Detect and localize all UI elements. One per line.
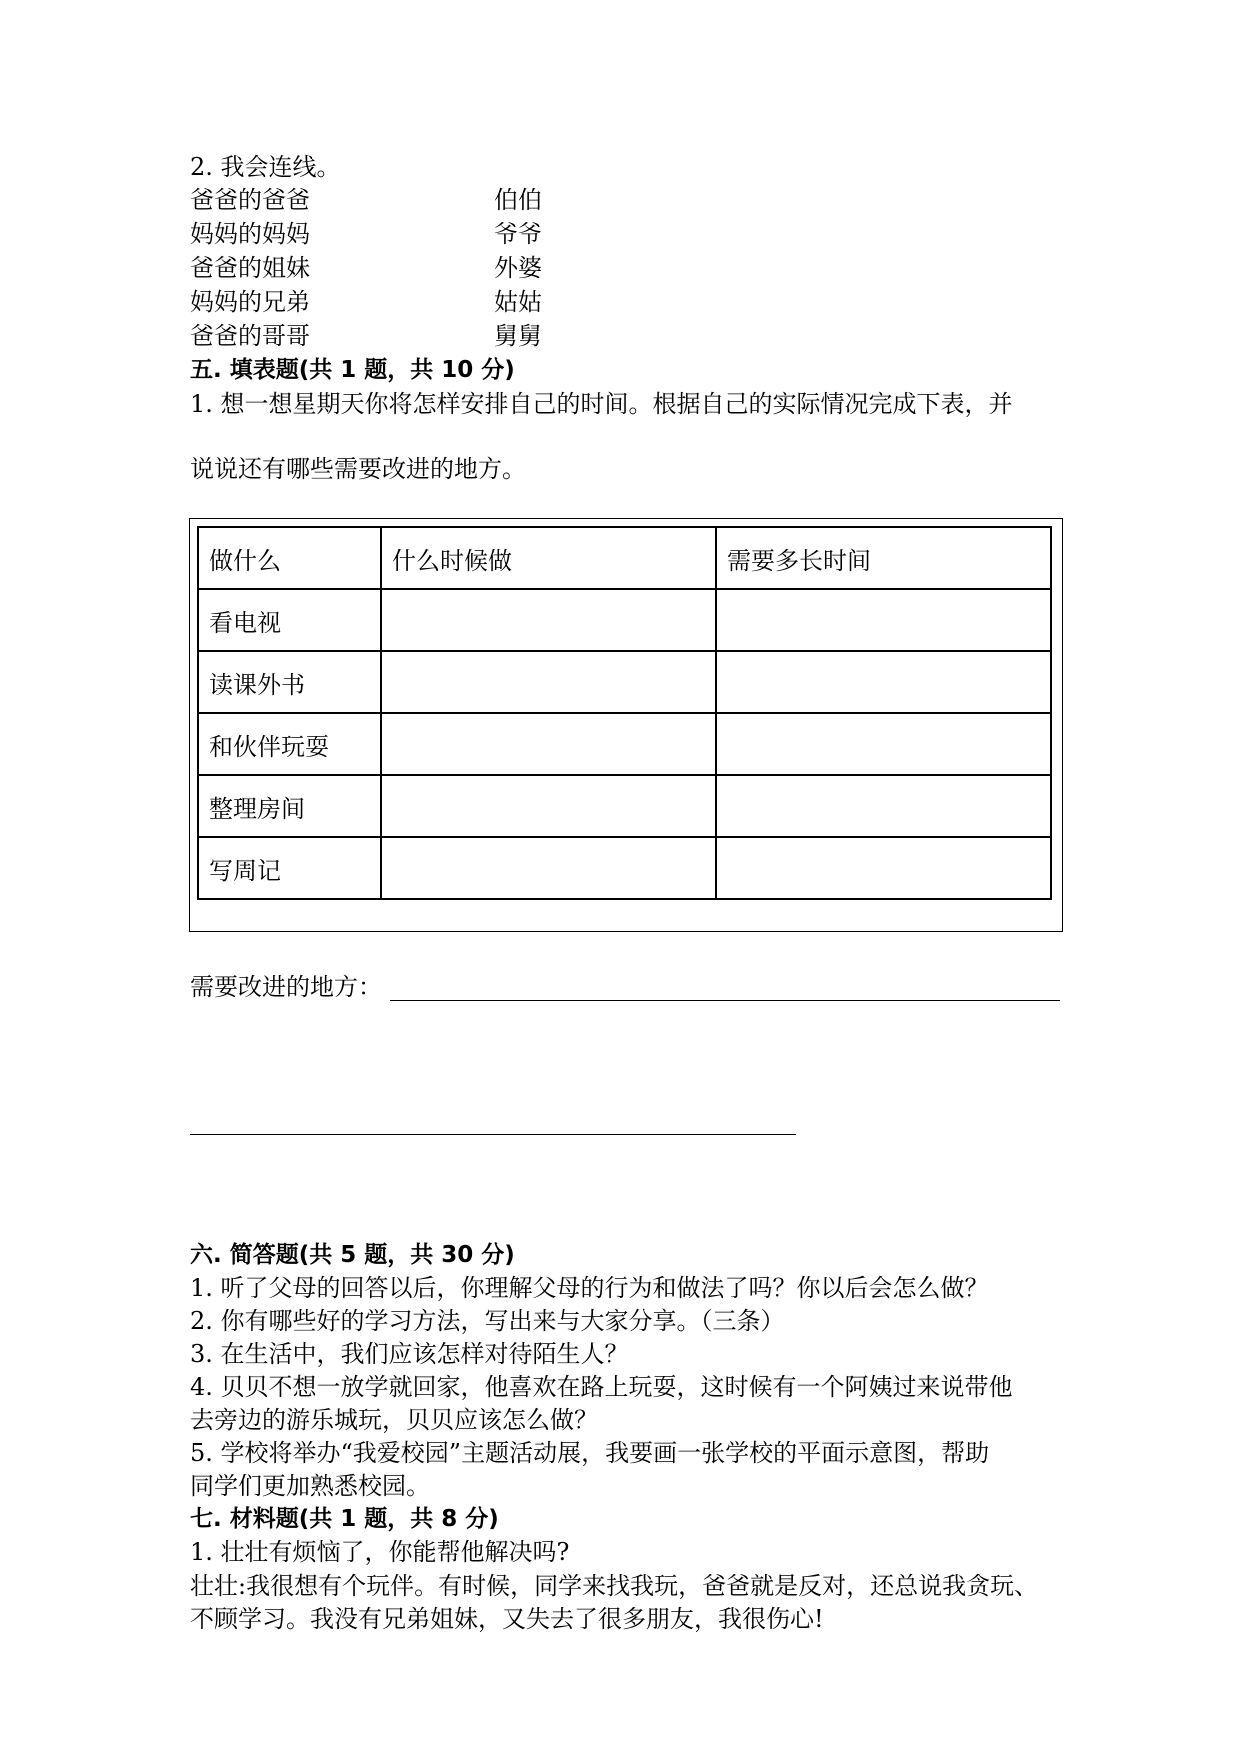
section-title: 五. 填表题(共 1 题，共 10 分) — [190, 357, 515, 383]
schedule-table-frame — [189, 518, 1063, 932]
match-left-item: 爸爸的哥哥 — [190, 322, 310, 350]
section-title: 七. 材料题(共 1 题，共 8 分) — [190, 1506, 499, 1532]
match-left-item: 爸爸的爸爸 — [190, 186, 310, 214]
question-text: 3. 在生活中，我们应该怎样对待陌生人？ — [190, 1340, 629, 1368]
question-text: 去旁边的游乐城玩，贝贝应该怎么做？ — [190, 1406, 598, 1434]
match-right-item: 爷爷 — [494, 220, 542, 248]
question-text: 1. 听了父母的回答以后，你理解父母的行为和做法了吗？你以后会怎么做？ — [190, 1274, 989, 1302]
match-left-item: 爸爸的姐妹 — [190, 254, 310, 282]
question-text: 4. 贝贝不想一放学就回家，他喜欢在路上玩耍，这时候有一个阿姨过来说带他 — [190, 1373, 1013, 1401]
answer-blank-line[interactable] — [190, 1134, 796, 1135]
table-header-row — [198, 527, 1051, 589]
table-blank-cell[interactable] — [716, 713, 1051, 775]
improve-label: 需要改进的地方： — [190, 973, 382, 1001]
table-blank-cell[interactable] — [716, 837, 1051, 899]
question-text: 同学们更加熟悉校园。 — [190, 1472, 430, 1500]
table-row-label: 看电视 — [198, 589, 381, 651]
match-right-item: 姑姑 — [494, 288, 542, 316]
table-blank-cell[interactable] — [381, 713, 716, 775]
table-row — [198, 651, 1051, 713]
table-blank-cell[interactable] — [381, 837, 716, 899]
question-text: 说说还有哪些需要改进的地方。 — [190, 455, 526, 483]
table-blank-cell[interactable] — [716, 589, 1051, 651]
schedule-table — [197, 526, 1052, 900]
question-text: 5. 学校将举办“我爱校园”主题活动展，我要画一张学校的平面示意图，帮助 — [190, 1439, 990, 1467]
table-row-label: 写周记 — [198, 837, 381, 899]
table-blank-cell[interactable] — [716, 651, 1051, 713]
table-header-cell: 做什么 — [198, 527, 381, 589]
table-row-label: 整理房间 — [198, 775, 381, 837]
table-blank-cell[interactable] — [381, 775, 716, 837]
table-row — [198, 713, 1051, 775]
question-text: 2. 你有哪些好的学习方法，写出来与大家分享。（三条） — [190, 1307, 785, 1335]
match-right-item: 伯伯 — [494, 186, 542, 214]
table-header-cell: 需要多长时间 — [716, 527, 1051, 589]
table-header-cell: 什么时候做 — [381, 527, 716, 589]
table-blank-cell[interactable] — [381, 651, 716, 713]
material-text: 壮壮:我很想有个玩伴。有时候，同学来找我玩，爸爸就是反对，还总说我贪玩、 — [190, 1572, 1039, 1600]
table-blank-cell[interactable] — [381, 589, 716, 651]
table-row — [198, 589, 1051, 651]
table-blank-cell[interactable] — [716, 775, 1051, 837]
match-left-item: 妈妈的妈妈 — [190, 220, 310, 248]
table-row-label: 读课外书 — [198, 651, 381, 713]
match-right-item: 外婆 — [494, 254, 542, 282]
answer-blank-line[interactable] — [390, 1000, 1060, 1001]
question-text: 1. 壮壮有烦恼了，你能帮他解决吗? — [190, 1538, 570, 1566]
match-heading: 2. 我会连线。 — [190, 153, 341, 181]
table-row — [198, 775, 1051, 837]
section-title: 六. 简答题(共 5 题，共 30 分) — [190, 1242, 515, 1268]
table-row — [198, 837, 1051, 899]
material-text: 不顾学习。我没有兄弟姐妹，又失去了很多朋友，我很伤心! — [190, 1605, 824, 1633]
table-row-label: 和伙伴玩耍 — [198, 713, 381, 775]
question-text: 1. 想一想星期天你将怎样安排自己的时间。根据自己的实际情况完成下表，并 — [190, 390, 1013, 418]
match-right-item: 舅舅 — [494, 322, 542, 350]
match-left-item: 妈妈的兄弟 — [190, 288, 310, 316]
